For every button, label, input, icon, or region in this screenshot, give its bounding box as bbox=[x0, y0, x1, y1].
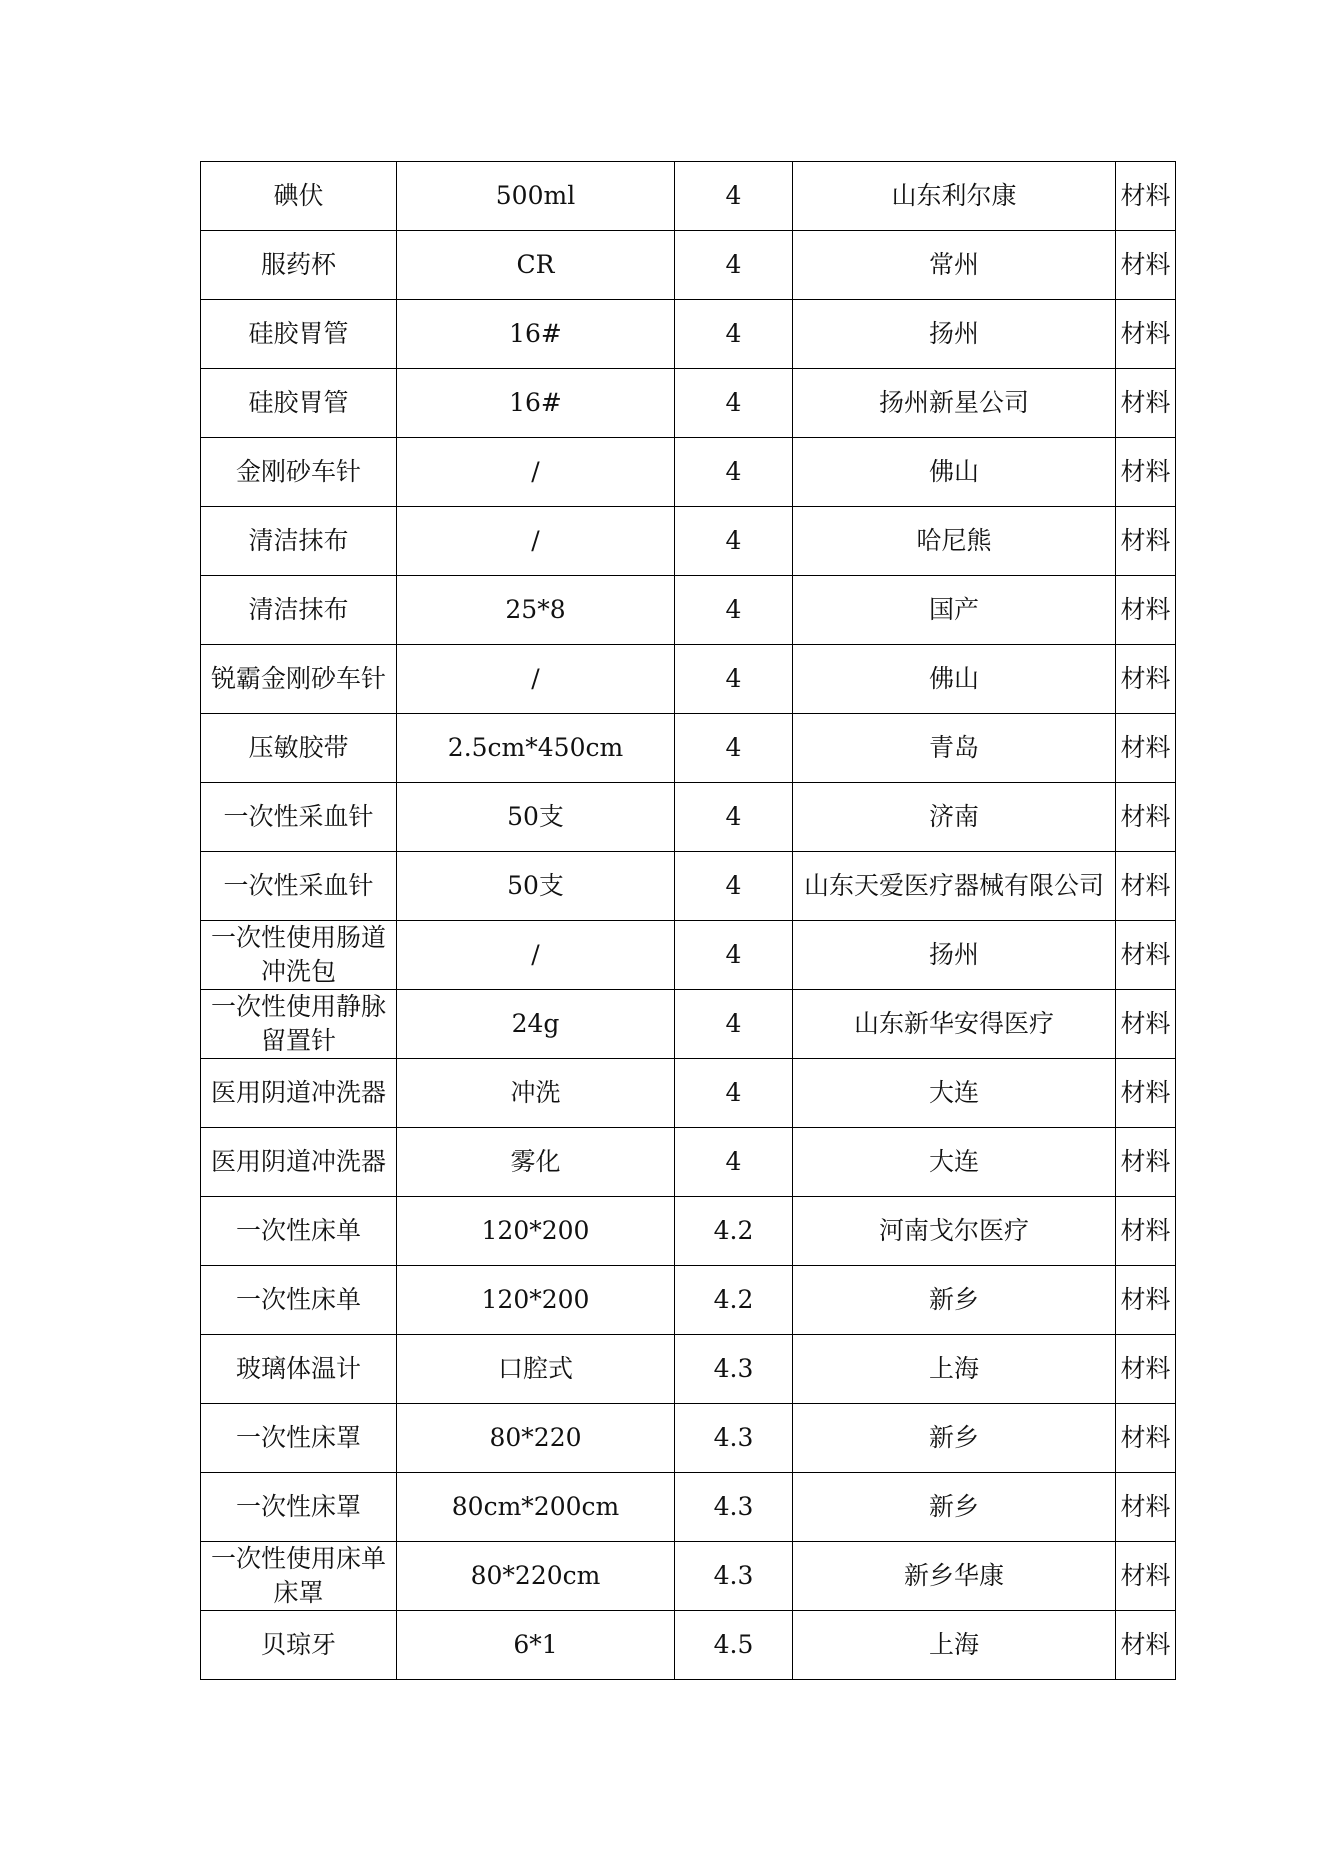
item-maker-cell: 新乡 bbox=[793, 1404, 1116, 1473]
item-name-cell: 压敏胶带 bbox=[201, 714, 397, 783]
item-price-cell: 4.2 bbox=[675, 1197, 793, 1266]
item-maker-cell: 山东新华安得医疗 bbox=[793, 990, 1116, 1059]
item-category-cell: 材料 bbox=[1116, 300, 1176, 369]
item-name-cell: 一次性使用床单床罩 bbox=[201, 1542, 397, 1611]
table-row bbox=[201, 1542, 1176, 1611]
item-category-cell: 材料 bbox=[1116, 507, 1176, 576]
item-name-cell: 一次性床罩 bbox=[201, 1404, 397, 1473]
item-price-cell: 4 bbox=[675, 852, 793, 921]
table-row bbox=[201, 162, 1176, 231]
item-maker-cell: 山东利尔康 bbox=[793, 162, 1116, 231]
item-name-cell: 医用阴道冲洗器 bbox=[201, 1059, 397, 1128]
item-name-cell: 清洁抹布 bbox=[201, 576, 397, 645]
item-price-cell: 4 bbox=[675, 990, 793, 1059]
table-row bbox=[201, 1404, 1176, 1473]
item-category-cell: 材料 bbox=[1116, 162, 1176, 231]
table-row bbox=[201, 300, 1176, 369]
item-category-cell: 材料 bbox=[1116, 714, 1176, 783]
item-name-cell: 一次性采血针 bbox=[201, 852, 397, 921]
table-row bbox=[201, 783, 1176, 852]
item-category-cell: 材料 bbox=[1116, 1473, 1176, 1542]
item-category-cell: 材料 bbox=[1116, 1542, 1176, 1611]
table-body bbox=[201, 162, 1176, 1680]
table-row bbox=[201, 645, 1176, 714]
item-spec-cell: 24g bbox=[397, 990, 675, 1059]
item-maker-cell: 山东天爱医疗器械有限公司 bbox=[793, 852, 1116, 921]
item-price-cell: 4.3 bbox=[675, 1542, 793, 1611]
item-spec-cell: 16# bbox=[397, 369, 675, 438]
item-spec-cell: / bbox=[397, 921, 675, 990]
item-price-cell: 4 bbox=[675, 1059, 793, 1128]
item-spec-cell: 口腔式 bbox=[397, 1335, 675, 1404]
table-row bbox=[201, 1473, 1176, 1542]
supply-price-table bbox=[200, 161, 1176, 1680]
table-row bbox=[201, 507, 1176, 576]
item-spec-cell: CR bbox=[397, 231, 675, 300]
item-maker-cell: 佛山 bbox=[793, 645, 1116, 714]
table-row bbox=[201, 369, 1176, 438]
table-row bbox=[201, 438, 1176, 507]
item-maker-cell: 上海 bbox=[793, 1611, 1116, 1680]
item-spec-cell: 雾化 bbox=[397, 1128, 675, 1197]
item-spec-cell: 25*8 bbox=[397, 576, 675, 645]
item-name-cell: 锐霸金刚砂车针 bbox=[201, 645, 397, 714]
item-category-cell: 材料 bbox=[1116, 645, 1176, 714]
item-spec-cell: / bbox=[397, 438, 675, 507]
item-maker-cell: 大连 bbox=[793, 1128, 1116, 1197]
table-row bbox=[201, 231, 1176, 300]
table-row bbox=[201, 714, 1176, 783]
item-price-cell: 4 bbox=[675, 231, 793, 300]
item-price-cell: 4 bbox=[675, 369, 793, 438]
item-maker-cell: 扬州新星公司 bbox=[793, 369, 1116, 438]
table-row bbox=[201, 576, 1176, 645]
item-spec-cell: 6*1 bbox=[397, 1611, 675, 1680]
table-row bbox=[201, 990, 1176, 1059]
item-category-cell: 材料 bbox=[1116, 1335, 1176, 1404]
item-price-cell: 4 bbox=[675, 438, 793, 507]
table-row bbox=[201, 1611, 1176, 1680]
item-name-cell: 玻璃体温计 bbox=[201, 1335, 397, 1404]
item-category-cell: 材料 bbox=[1116, 369, 1176, 438]
item-spec-cell: / bbox=[397, 645, 675, 714]
item-price-cell: 4.5 bbox=[675, 1611, 793, 1680]
item-maker-cell: 扬州 bbox=[793, 300, 1116, 369]
item-price-cell: 4.2 bbox=[675, 1266, 793, 1335]
item-name-cell: 清洁抹布 bbox=[201, 507, 397, 576]
item-name-cell: 一次性床单 bbox=[201, 1266, 397, 1335]
item-spec-cell: 120*200 bbox=[397, 1197, 675, 1266]
item-spec-cell: 500ml bbox=[397, 162, 675, 231]
item-price-cell: 4 bbox=[675, 507, 793, 576]
item-price-cell: 4 bbox=[675, 921, 793, 990]
item-name-cell: 一次性使用静脉留置针 bbox=[201, 990, 397, 1059]
item-price-cell: 4 bbox=[675, 645, 793, 714]
item-spec-cell: 50支 bbox=[397, 783, 675, 852]
item-price-cell: 4 bbox=[675, 783, 793, 852]
item-maker-cell: 青岛 bbox=[793, 714, 1116, 783]
item-category-cell: 材料 bbox=[1116, 1197, 1176, 1266]
item-price-cell: 4.3 bbox=[675, 1404, 793, 1473]
item-maker-cell: 济南 bbox=[793, 783, 1116, 852]
item-category-cell: 材料 bbox=[1116, 921, 1176, 990]
item-category-cell: 材料 bbox=[1116, 990, 1176, 1059]
item-category-cell: 材料 bbox=[1116, 576, 1176, 645]
item-price-cell: 4.3 bbox=[675, 1335, 793, 1404]
item-maker-cell: 国产 bbox=[793, 576, 1116, 645]
item-name-cell: 贝琼牙 bbox=[201, 1611, 397, 1680]
item-spec-cell: 冲洗 bbox=[397, 1059, 675, 1128]
item-maker-cell: 常州 bbox=[793, 231, 1116, 300]
table-row bbox=[201, 1197, 1176, 1266]
item-category-cell: 材料 bbox=[1116, 1059, 1176, 1128]
item-name-cell: 一次性床罩 bbox=[201, 1473, 397, 1542]
item-spec-cell: 80*220cm bbox=[397, 1542, 675, 1611]
item-spec-cell: 80cm*200cm bbox=[397, 1473, 675, 1542]
item-spec-cell: 16# bbox=[397, 300, 675, 369]
item-name-cell: 碘伏 bbox=[201, 162, 397, 231]
item-category-cell: 材料 bbox=[1116, 231, 1176, 300]
item-category-cell: 材料 bbox=[1116, 438, 1176, 507]
item-maker-cell: 大连 bbox=[793, 1059, 1116, 1128]
item-name-cell: 一次性床单 bbox=[201, 1197, 397, 1266]
item-category-cell: 材料 bbox=[1116, 1404, 1176, 1473]
item-category-cell: 材料 bbox=[1116, 1128, 1176, 1197]
item-maker-cell: 扬州 bbox=[793, 921, 1116, 990]
item-maker-cell: 新乡 bbox=[793, 1266, 1116, 1335]
table-row bbox=[201, 1128, 1176, 1197]
item-spec-cell: 2.5cm*450cm bbox=[397, 714, 675, 783]
item-maker-cell: 哈尼熊 bbox=[793, 507, 1116, 576]
item-spec-cell: 50支 bbox=[397, 852, 675, 921]
item-maker-cell: 新乡华康 bbox=[793, 1542, 1116, 1611]
item-price-cell: 4 bbox=[675, 300, 793, 369]
item-price-cell: 4 bbox=[675, 714, 793, 783]
item-name-cell: 医用阴道冲洗器 bbox=[201, 1128, 397, 1197]
item-spec-cell: 80*220 bbox=[397, 1404, 675, 1473]
item-name-cell: 服药杯 bbox=[201, 231, 397, 300]
table-row bbox=[201, 1335, 1176, 1404]
item-price-cell: 4.3 bbox=[675, 1473, 793, 1542]
item-spec-cell: / bbox=[397, 507, 675, 576]
item-price-cell: 4 bbox=[675, 1128, 793, 1197]
item-name-cell: 一次性采血针 bbox=[201, 783, 397, 852]
item-name-cell: 金刚砂车针 bbox=[201, 438, 397, 507]
item-category-cell: 材料 bbox=[1116, 1611, 1176, 1680]
item-name-cell: 一次性使用肠道冲洗包 bbox=[201, 921, 397, 990]
item-name-cell: 硅胶胃管 bbox=[201, 300, 397, 369]
item-price-cell: 4 bbox=[675, 576, 793, 645]
table-row bbox=[201, 921, 1176, 990]
item-category-cell: 材料 bbox=[1116, 1266, 1176, 1335]
item-category-cell: 材料 bbox=[1116, 852, 1176, 921]
item-name-cell: 硅胶胃管 bbox=[201, 369, 397, 438]
item-maker-cell: 河南戈尔医疗 bbox=[793, 1197, 1116, 1266]
item-maker-cell: 上海 bbox=[793, 1335, 1116, 1404]
item-category-cell: 材料 bbox=[1116, 783, 1176, 852]
table-row bbox=[201, 852, 1176, 921]
item-maker-cell: 佛山 bbox=[793, 438, 1116, 507]
item-price-cell: 4 bbox=[675, 162, 793, 231]
table-row bbox=[201, 1059, 1176, 1128]
item-maker-cell: 新乡 bbox=[793, 1473, 1116, 1542]
item-spec-cell: 120*200 bbox=[397, 1266, 675, 1335]
table-row bbox=[201, 1266, 1176, 1335]
